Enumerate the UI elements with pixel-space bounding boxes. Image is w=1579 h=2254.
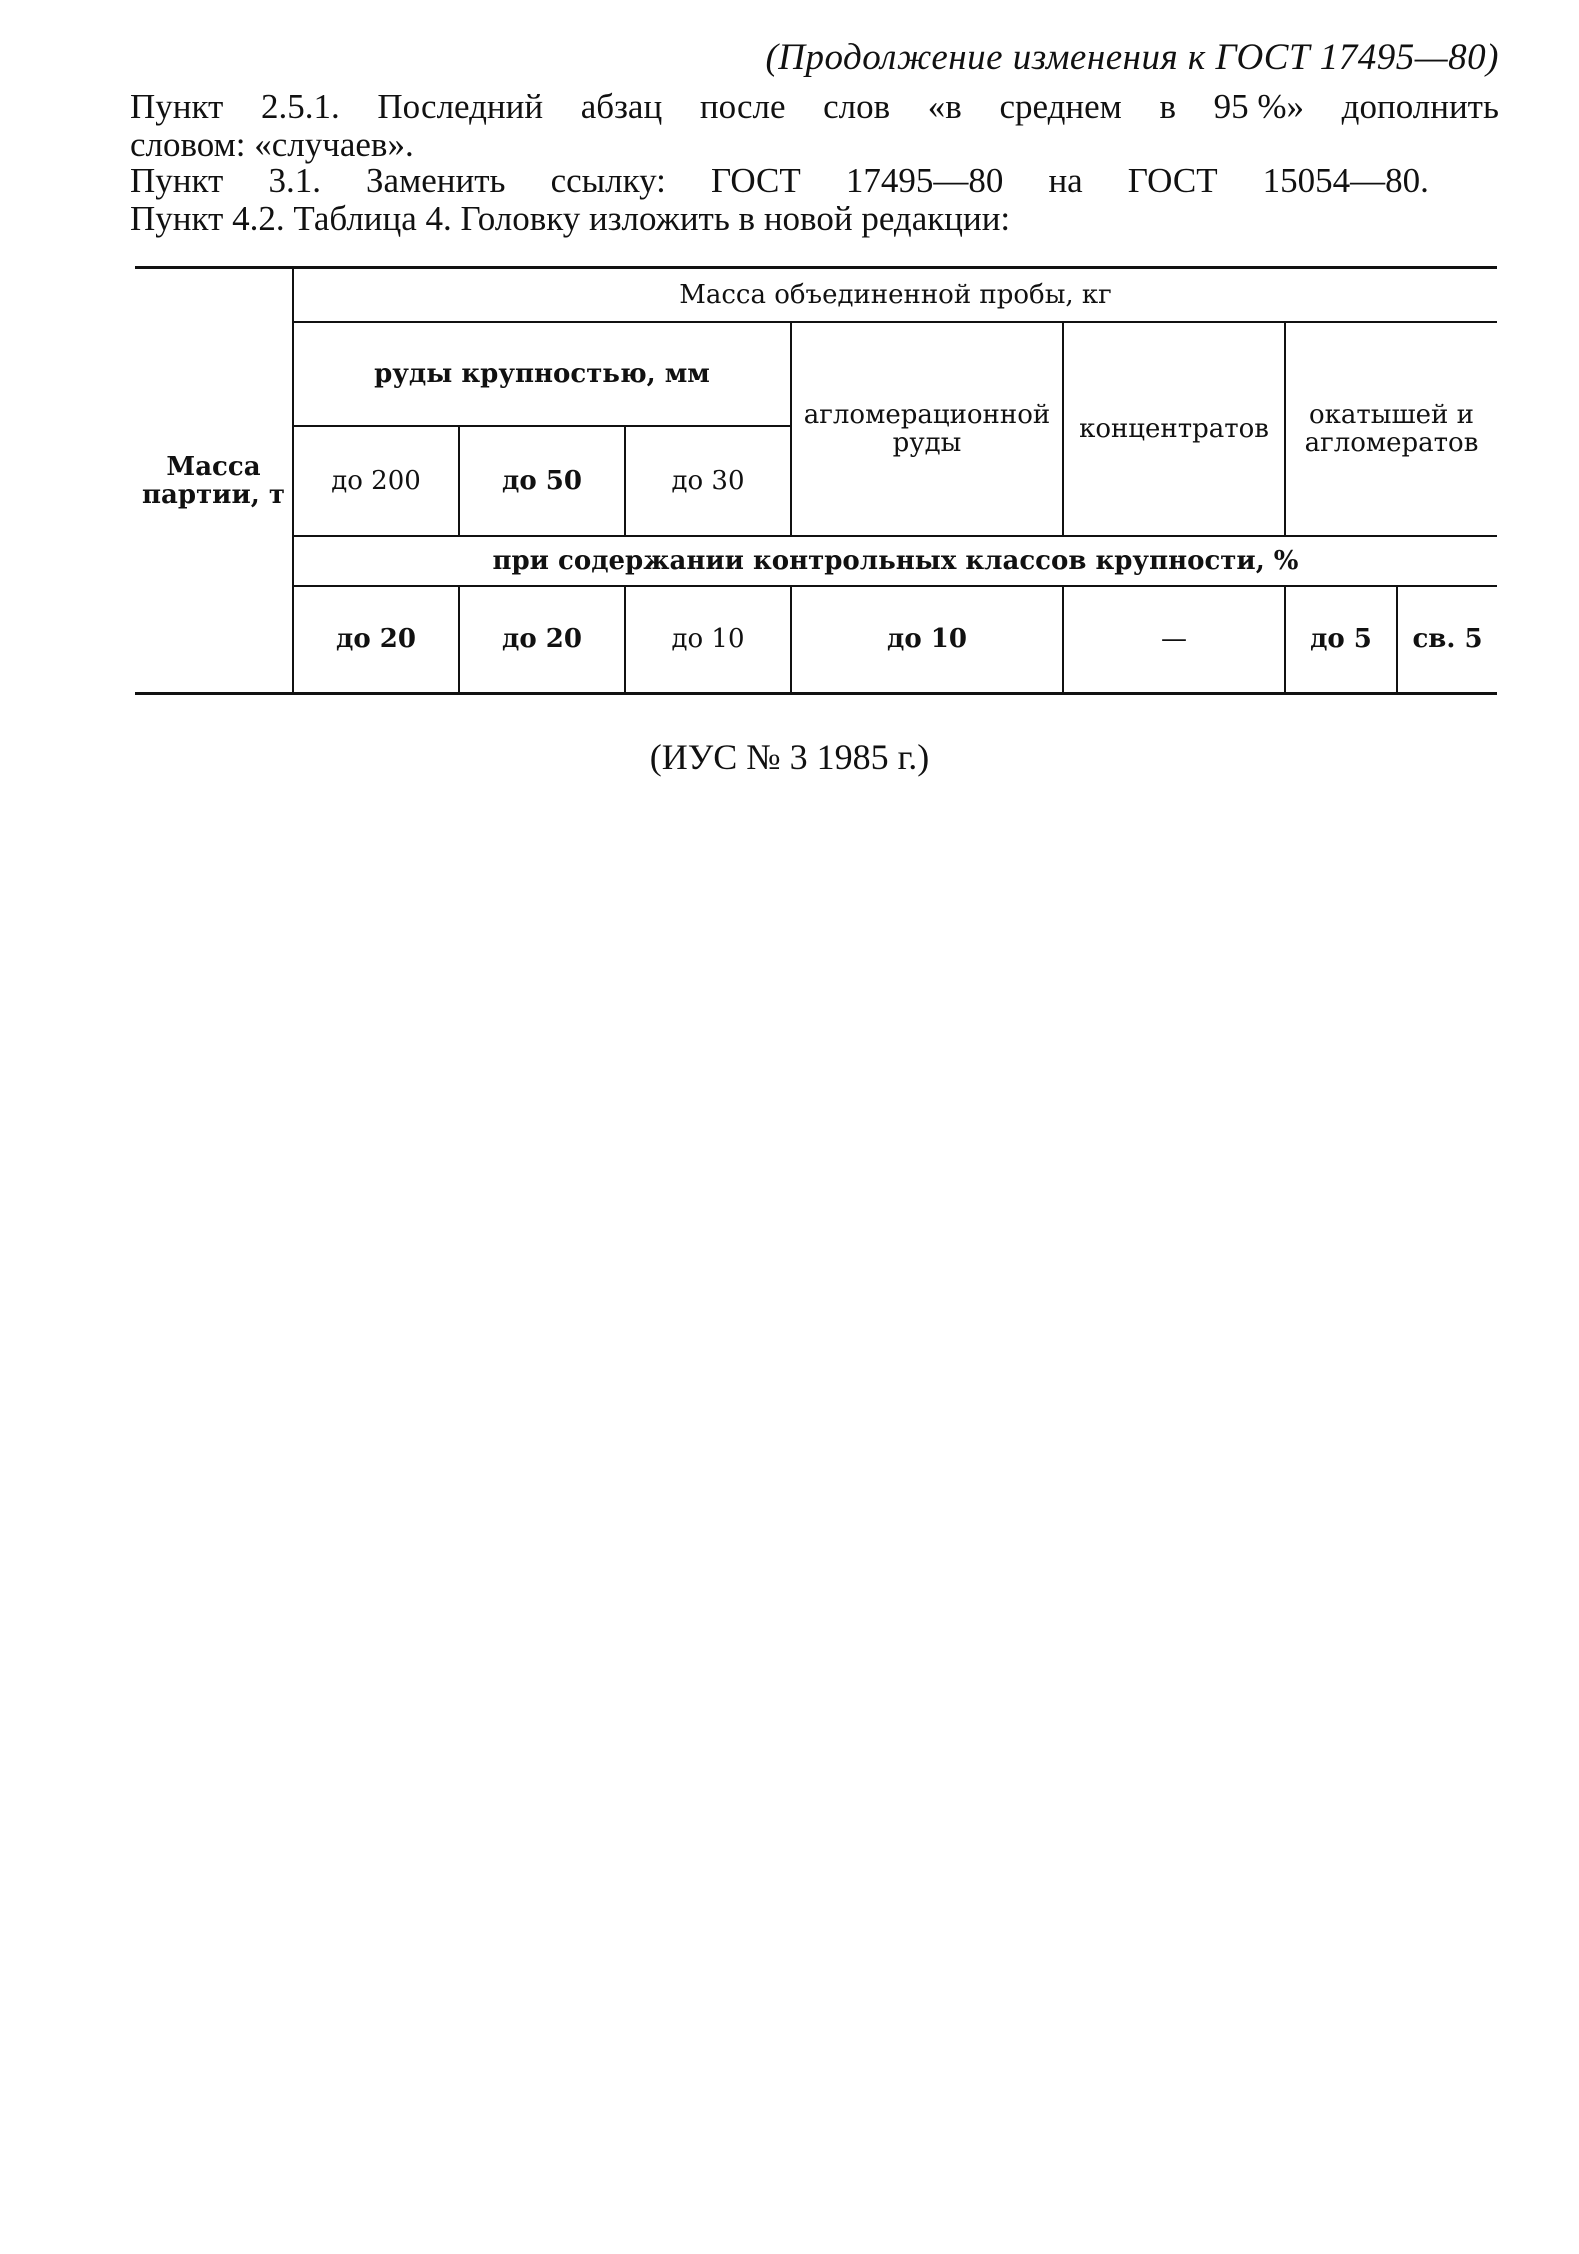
paragraph-3-1: [130, 162, 1429, 200]
content-value-cell: до 20: [293, 586, 459, 694]
page-header: (Продолжение изменения к ГОСТ 17495—80): [765, 37, 1499, 78]
word: 15054—80.: [1262, 161, 1429, 200]
ore-size-cell: до 50: [459, 426, 625, 536]
content-value-cell: до 10: [791, 586, 1063, 694]
word: в: [1159, 87, 1176, 126]
content-value-cell: до 10: [625, 586, 791, 694]
word: 17495—80: [845, 161, 1004, 200]
main-header-sample-mass: Масса объединенной пробы, кг: [293, 268, 1497, 322]
word: ссылку:: [550, 161, 666, 200]
content-value-cell: св. 5: [1397, 586, 1497, 694]
word: 3.1.: [268, 161, 321, 200]
ore-size-cell: до 200: [293, 426, 459, 536]
concentrates-header: концентратов: [1063, 322, 1285, 536]
ore-size-cell: до 30: [625, 426, 791, 536]
word: на: [1048, 161, 1083, 200]
paragraph-2-5-1-continuation: словом: «случаев».: [130, 125, 414, 164]
word: после: [699, 87, 786, 126]
agglomeration-ore-header: агломерационной руды: [791, 322, 1063, 536]
paragraph-4-2: Пункт 4.2. Таблица 4. Головку изложить в новой редакции:: [130, 199, 1011, 238]
word: Последний: [377, 87, 544, 126]
content-header: при содержании контрольных классов крупности, %: [293, 536, 1497, 586]
paragraph-2-5-1: [130, 88, 1499, 126]
word: 95 %»: [1213, 87, 1305, 126]
content-value-cell: —: [1063, 586, 1285, 694]
word: слов: [823, 87, 891, 126]
word: ГОСТ: [1127, 161, 1218, 200]
word: Заменить: [366, 161, 506, 200]
word: абзац: [580, 87, 663, 126]
row-header-batch-mass: Масса партии, т: [135, 268, 293, 694]
word: «в: [927, 87, 962, 126]
word: Пункт: [130, 87, 224, 126]
table-4-header: [135, 266, 1497, 695]
word: ГОСТ: [710, 161, 801, 200]
word: 2.5.1.: [261, 87, 340, 126]
word: среднем: [999, 87, 1122, 126]
source-reference: (ИУС № 3 1985 г.): [649, 737, 930, 777]
word: Пункт: [130, 161, 224, 200]
pellets-header: окатышей и агломератов: [1285, 322, 1497, 536]
content-value-cell: до 5: [1285, 586, 1397, 694]
content-value-cell: до 20: [459, 586, 625, 694]
word: дополнить: [1341, 87, 1499, 126]
ore-size-header: руды крупностью, мм: [293, 322, 791, 426]
